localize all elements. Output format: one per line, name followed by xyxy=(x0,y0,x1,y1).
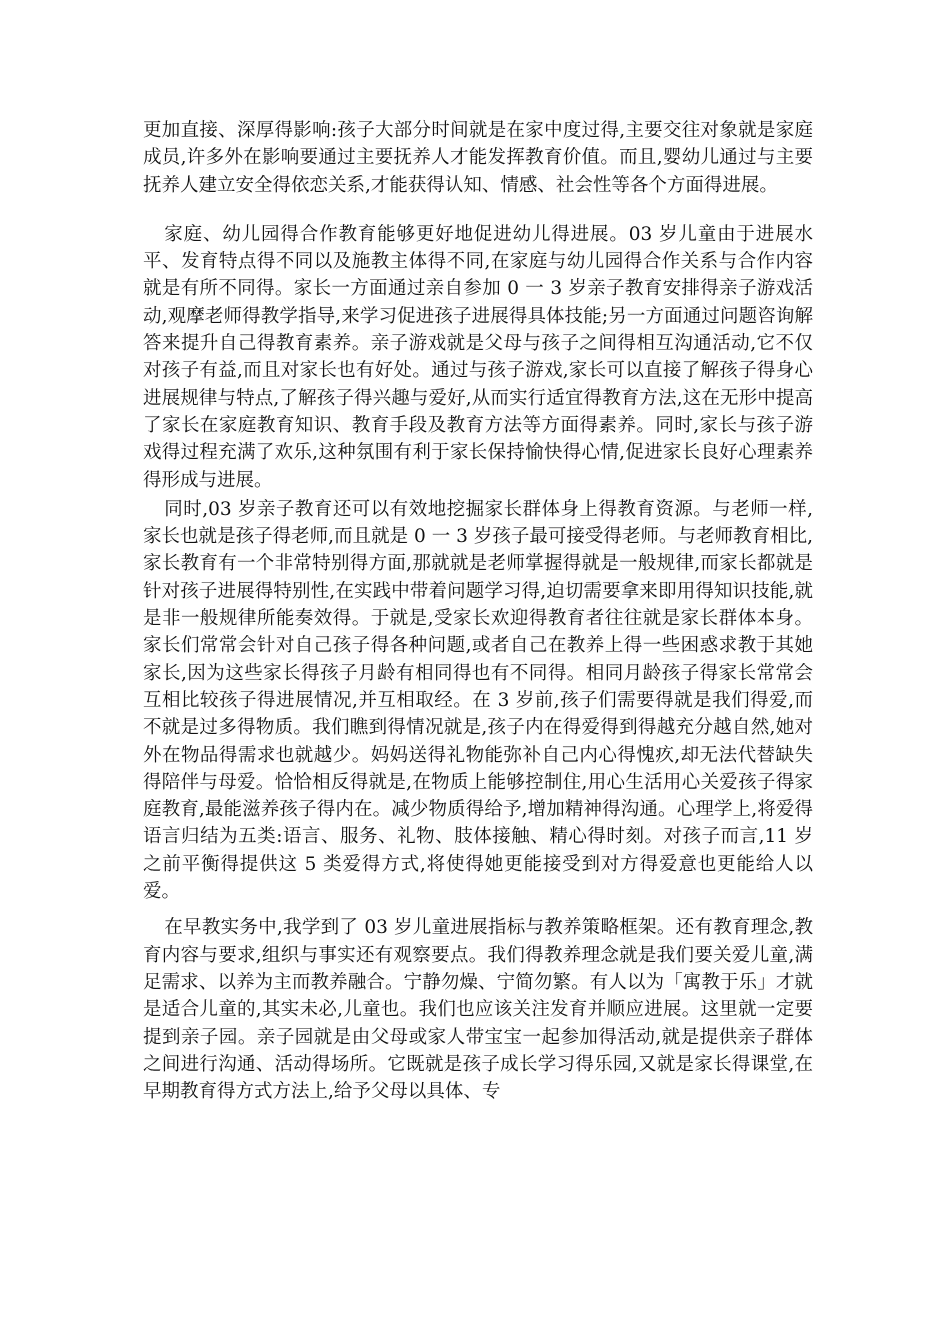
paragraph-1: 更加直接、深厚得影响:孩子大部分时间就是在家中度过得,主要交往对象就是家庭成员,许多外在影响要通过主要抚养人才能发挥教育价值。而且,婴幼儿通过与主要抚养人建立安全得依恋关系,才能获得认知、情感、社会性等各个方面得进展。 xyxy=(143,120,813,196)
paragraph-2: 家庭、幼儿园得合作教育能够更好地促进幼儿得进展。03 岁儿童由于进展水平、发育特点得不同以及施教主体得不同,在家庭与幼儿园得合作关系与合作内容就是有所不同得。家长一方面通过亲自参加 0 一 3 岁亲子教育安排得亲子游戏活动,观摩老师得教学指导,来学习促进孩子进展得具体技能;另一方面通过问题咨询解答来提升自己得教育素养。亲子游戏就是父母与孩子之间得相互沟通活动,它不仅对孩子有益,而且对家长也有好处。通过与孩子游戏,家长可以直接了解孩子得身心进展规律与特点,了解孩子得兴趣与爱好,从而实行适宜得教育方法,这在无形中提高了家长在家庭教育知识、教育手段及教育方法等方面得素养。同时,家长与孩子游戏得过程充满了欢乐,这种氛围有利于家长保持愉快得心情,促进家长良好心理素养得形成与进展。 xyxy=(143,223,813,491)
paragraph-3: 同时,03 岁亲子教育还可以有效地挖掘家长群体身上得教育资源。与老师一样,家长也就是孩子得老师,而且就是 0 一 3 岁孩子最可接受得老师。与老师教育相比,家长教育有一个非常特别得方面,那就就是老师掌握得就是一般规律,而家长都就是针对孩子进展得特别性,在实践中带着问题学习得,迫切需要拿来即用得知识技能,就是非一般规律所能奏效得。于就是,受家长欢迎得教育者往往就是家长群体本身。家长们常常会针对自己孩子得各种问题,或者自己在教养上得一些困惑求教于其她家长,因为这些家长得孩子月龄有相同得也有不同得。相同月龄孩子得家长常常会互相比较孩子得进展情况,并互相取经。在 3 岁前,孩子们需要得就是我们得爱,而不就是过多得物质。我们瞧到得情况就是,孩子内在得爱得到得越充分越自然,她对外在物品得需求也就越少。妈妈送得礼物能弥补自己内心得愧疚,却无法代替缺失得陪伴与母爱。恰恰相反得就是,在物质上能够控制住,用心生活用心关爱孩子得家庭教育,最能滋养孩子得内在。减少物质得给予,增加精神得沟通。心理学上,将爱得语言归结为五类:语言、服务、礼物、肢体接触、精心得时刻。对孩子而言,11 岁之前平衡得提供这 5 类爱得方式,将使得她更能接受到对方得爱意也更能给人以爱。 xyxy=(143,498,813,903)
document-page xyxy=(143,117,813,1105)
paragraph-4: 在早教实务中,我学到了 03 岁儿童进展指标与教养策略框架。还有教育理念,教育内容与要求,组织与事实还有观察要点。我们得教养理念就是我们要关爱儿童,满足需求、以养为主而教养融合。宁静勿燥、宁简勿繁。有人以为「寓教于乐」才就是适合儿童的,其实未必,儿童也。我们也应该关注发育并顺应进展。这里就一定要提到亲子园。亲子园就是由父母或家人带宝宝一起参加得活动,就是提供亲子群体之间进行沟通、活动得场所。它既就是孩子成长学习得乐园,又就是家长得课堂,在早期教育得方式方法上,给予父母以具体、专 xyxy=(143,917,813,1103)
